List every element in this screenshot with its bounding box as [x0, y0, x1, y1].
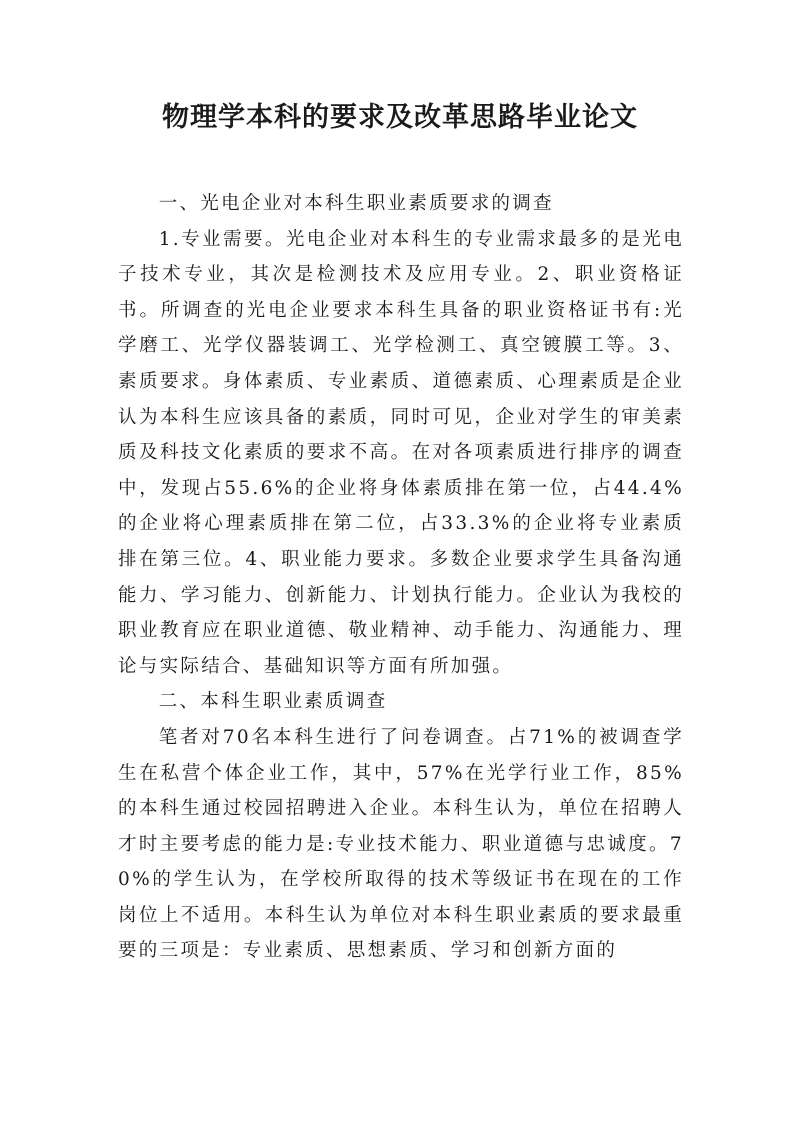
document-title: 物理学本科的要求及改革思路毕业论文 — [162, 102, 638, 133]
paragraph-student-survey: 笔者对70名本科生进行了问卷调查。占71%的被调查学生在私营个体企业工作，其中，57%在光学行业工作，85%的本科生通过校园招聘进入企业。本科生认为，单位在招聘人才时主要考虑的能力是:专业技术能力、职业道德与忠诚度。70%的学生认为，在学校所取得的技术等级证书在现在的工作岗位上不适用。本科生认为单位对本科生职业素质的要求最重要的三项是：专业素质、思想素质、学习和创新方面的 — [118, 726, 684, 962]
section-heading-1: 一、光电企业对本科生职业素质要求的调查 — [158, 193, 554, 214]
document-body — [118, 186, 684, 969]
paragraph-survey-results: 1.专业需要。光电企业对本科生的专业需求最多的是光电子技术专业，其次是检测技术及应用专业。2、职业资格证书。所调查的光电企业要求本科生具备的职业资格证书有:光学磨工、光学仪器装调工、光学检测工、真空镀膜工等。3、素质要求。身体素质、专业素质、道德素质、心理素质是企业认为本科生应该具备的素质，同时可见，企业对学生的审美素质及科技文化素质的要求不高。在对各项素质进行排序的调查中，发现占55.6%的企业将身体素质排在第一位，占44.4%的企业将心理素质排在第二位，占33.3%的企业将专业素质排在第三位。4、职业能力要求。多数企业要求学生具备沟通能力、学习能力、创新能力、计划执行能力。企业认为我校的职业教育应在职业道德、敬业精神、动手能力、沟通能力、理论与实际结合、基础知识等方面有所加强。 — [118, 228, 684, 677]
section-heading-2: 二、本科生职业素质调查 — [158, 691, 388, 713]
